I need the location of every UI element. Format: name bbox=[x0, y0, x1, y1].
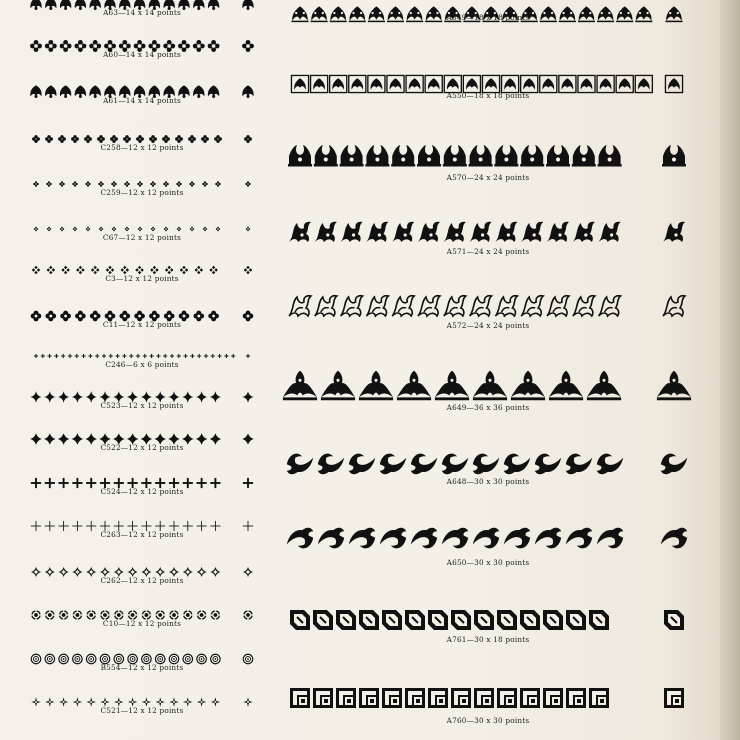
ornament-strip bbox=[291, 75, 682, 92]
specimen-caption: A60—14 x 14 points bbox=[103, 50, 181, 59]
specimen-caption: C262—12 x 12 points bbox=[100, 576, 184, 585]
specimen-row bbox=[33, 181, 251, 197]
specimen-row bbox=[288, 145, 686, 182]
specimen-caption: A571—24 x 24 points bbox=[446, 247, 530, 256]
ornament-strip bbox=[288, 145, 686, 167]
ornament-strip bbox=[34, 227, 250, 231]
specimen-row bbox=[30, 433, 253, 452]
specimen-row bbox=[291, 6, 682, 22]
specimen-caption: C67—12 x 12 points bbox=[102, 233, 182, 242]
ornament-strip bbox=[283, 371, 691, 400]
specimen-row bbox=[287, 528, 687, 567]
specimen-row bbox=[30, 0, 253, 17]
specimen-row bbox=[283, 371, 691, 412]
specimen-caption: C10—12 x 12 points bbox=[102, 619, 182, 628]
specimen-caption: A650—30 x 30 points bbox=[446, 558, 530, 567]
specimen-caption: A549—18 x 18 points bbox=[446, 13, 530, 22]
specimen-caption: A570—24 x 24 points bbox=[446, 173, 530, 182]
ornament-strip bbox=[287, 528, 687, 549]
specimen-row bbox=[31, 567, 253, 585]
specimen-row bbox=[31, 311, 254, 329]
specimen-caption: C263—12 x 12 points bbox=[100, 530, 184, 539]
specimen-row bbox=[31, 610, 253, 628]
specimen-row bbox=[32, 135, 252, 152]
right-specimen-column bbox=[283, 6, 691, 725]
specimen-caption: B554—12 x 12 points bbox=[100, 663, 184, 672]
left-specimen-column bbox=[30, 0, 254, 715]
specimen-caption: C258—12 x 12 points bbox=[100, 143, 184, 152]
ornament-strip bbox=[290, 688, 684, 708]
specimen-caption: A61—14 x 14 points bbox=[103, 96, 181, 105]
ornament-strip bbox=[32, 266, 253, 275]
ornament-strip bbox=[34, 354, 250, 358]
ornament-strip bbox=[290, 610, 684, 630]
specimen-row bbox=[290, 688, 684, 725]
specimen-row bbox=[31, 478, 253, 496]
specimen-row bbox=[34, 354, 250, 369]
specimen-row bbox=[30, 40, 254, 59]
ornament-strip bbox=[287, 454, 687, 475]
specimen-row bbox=[31, 654, 253, 672]
specimen-caption: C521—12 x 12 points bbox=[100, 706, 184, 715]
specimen-caption: A760—30 x 30 points bbox=[446, 716, 530, 725]
specimen-row bbox=[32, 266, 253, 283]
specimen-caption: A649—36 x 36 points bbox=[446, 403, 530, 412]
specimen-caption: C522—12 x 12 points bbox=[100, 443, 184, 452]
specimen-row bbox=[290, 610, 684, 644]
specimen-caption: C3—12 x 12 points bbox=[105, 274, 179, 283]
specimen-row bbox=[34, 227, 250, 242]
specimen-caption: A761—30 x 18 points bbox=[446, 635, 530, 644]
specimen-caption: A63—14 x 14 points bbox=[103, 8, 181, 17]
specimen-caption: C259—12 x 12 points bbox=[100, 188, 184, 197]
ornament-strip bbox=[32, 135, 252, 143]
specimen-caption: C524—12 x 12 points bbox=[100, 487, 184, 496]
specimen-caption: C523—12 x 12 points bbox=[100, 401, 184, 410]
specimen-row bbox=[289, 222, 685, 256]
specimen-row bbox=[31, 521, 253, 539]
specimen-row bbox=[289, 296, 685, 330]
specimen-row bbox=[30, 391, 253, 410]
specimen-row bbox=[287, 454, 687, 486]
specimen-row bbox=[31, 697, 253, 715]
specimen-caption: A648—30 x 30 points bbox=[446, 477, 530, 486]
ornament-strip bbox=[289, 222, 685, 242]
specimen-caption: A550—18 x 18 points bbox=[446, 91, 530, 100]
specimen-caption: A572—24 x 24 points bbox=[446, 321, 530, 330]
specimen-caption: C246—6 x 6 points bbox=[105, 360, 179, 369]
ornament-strip bbox=[289, 296, 685, 316]
ornament-strip bbox=[33, 181, 251, 187]
specimen-row bbox=[30, 85, 253, 105]
specimen-row bbox=[291, 75, 682, 100]
specimen-caption: C11—12 x 12 points bbox=[102, 320, 182, 329]
